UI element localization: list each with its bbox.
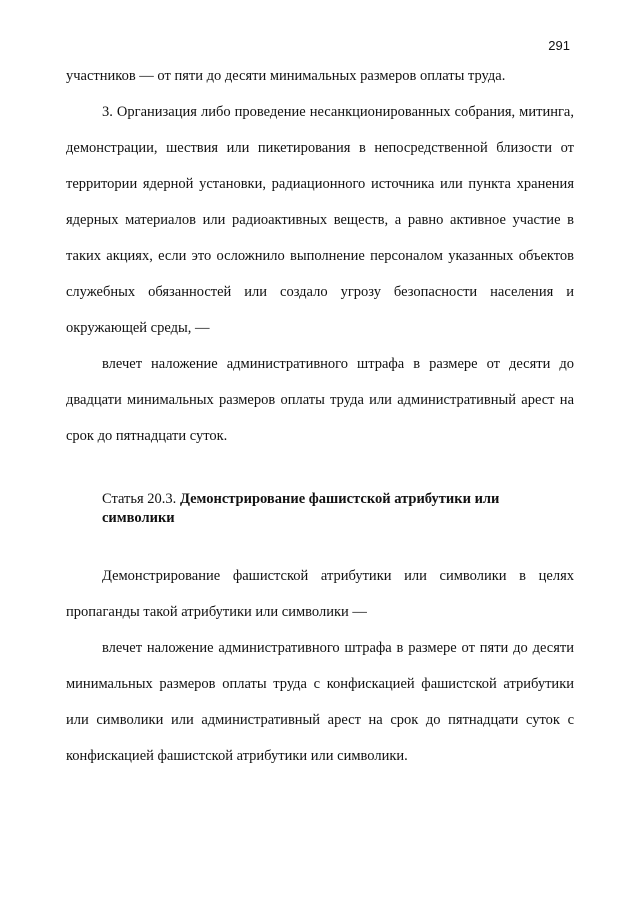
article-20-3-body — [66, 558, 574, 774]
article-heading — [102, 490, 572, 528]
article-title: Демонстрирование фашистской атрибутики или символики — [102, 491, 500, 526]
paragraph-part-3-offense: 3. Организация либо проведение несанкционированных собрания, митинга, демонстрации, шествия или пикетирования в непосредственной близости от территории ядерной установки, радиационного источника или пункта хранения ядерных материалов или радиоактивных веществ, а равно активное участие в таких акциях, если это осложнило выполнение персоналом указанных объектов служебных обязанностей или создало угрозу безопасности населения и окружающей среды, — — [66, 104, 574, 336]
paragraph-participants-fine: участников — от пяти до десяти минимальных размеров оплаты труда. — [66, 68, 506, 84]
paragraph-article-offense: Демонстрирование фашистской атрибутики или символики в целях пропаганды такой атрибутики или символики — — [66, 568, 574, 620]
page-number: 291 — [548, 38, 570, 53]
paragraph-article-penalty: влечет наложение административного штрафа в размере от пяти до десяти минимальных размеров оплаты труда с конфискацией фашистской атрибутики или символики или административный арест на срок до пятнадцати суток с конфискацией фашистской атрибутики или символики. — [66, 640, 574, 764]
article-20-2-continuation — [66, 58, 574, 454]
article-number: Статья 20.3. — [102, 491, 177, 507]
paragraph-part-3-penalty: влечет наложение административного штрафа в размере от десяти до двадцати минимальных размеров оплаты труда или административный арест на срок до пятнадцати суток. — [66, 356, 574, 444]
